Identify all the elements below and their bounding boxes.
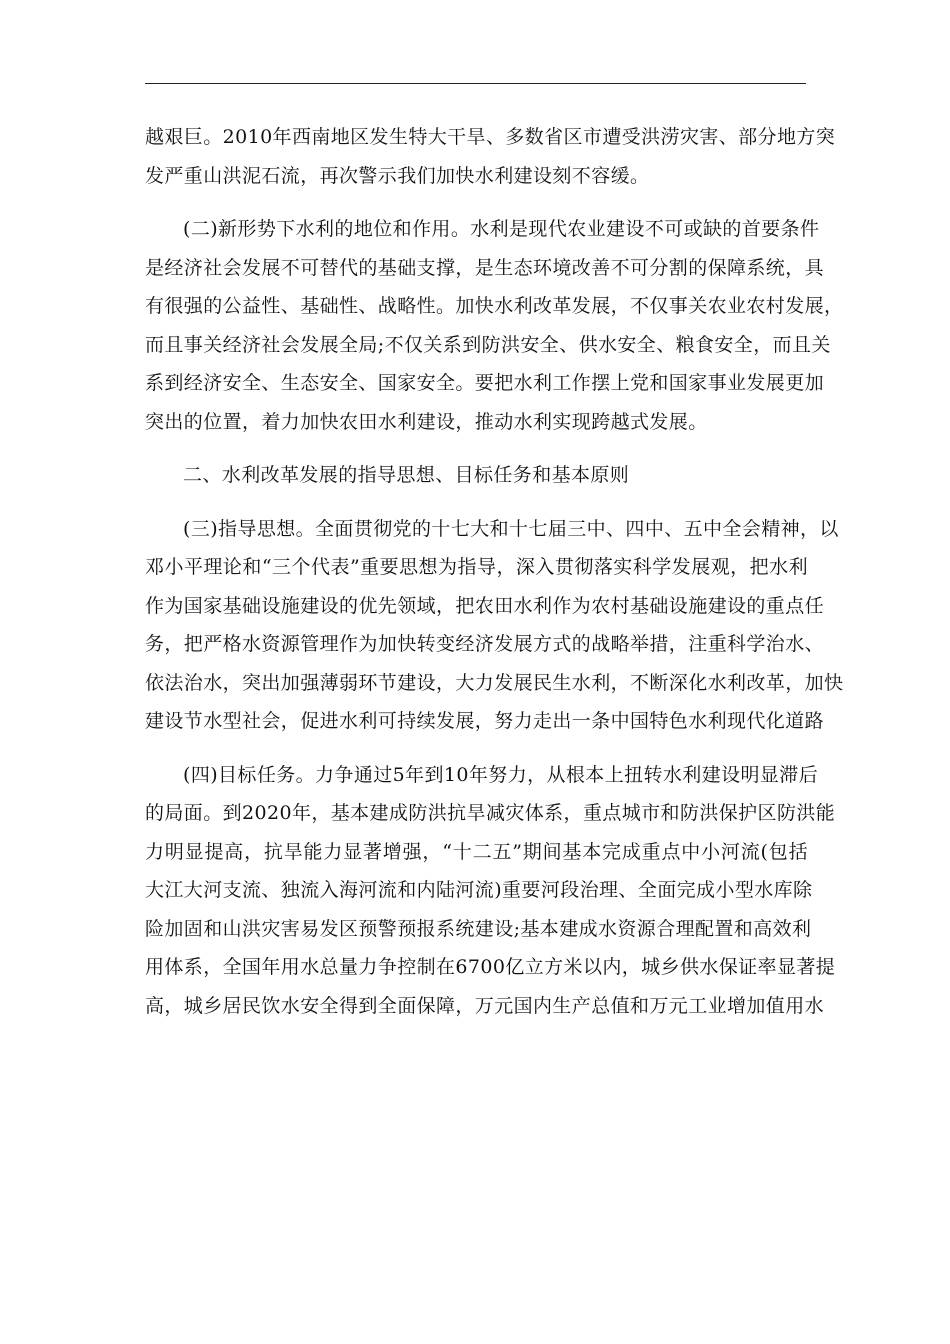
- text-line: 系到经济安全、生态安全、国家安全。要把水利工作摆上党和国家事业发展更加: [145, 372, 825, 394]
- text-line: 突出的位置，着力加快农田水利建设，推动水利实现跨越式发展。: [145, 410, 708, 433]
- paragraph-2: [145, 210, 844, 441]
- text-line: 力明显提高，抗旱能力显著增强，“十二五”期间基本完成重点中小河流(包括: [145, 840, 808, 863]
- text-line: 发严重山洪泥石流，再次警示我们加快水利建设刻不容缓。: [145, 164, 650, 187]
- section-heading: [145, 456, 808, 495]
- text-line: (二)新形势下水利的地位和作用。水利是现代农业建设不可或缺的首要条件: [183, 218, 820, 240]
- text-line: 的局面。到2020年，基本建成防洪抗旱减灾体系，重点城市和防洪保护区防洪能: [145, 802, 836, 824]
- paragraph-3: [145, 510, 844, 741]
- text-line: (四)目标任务。力争通过5年到10年努力，从根本上扭转水利建设明显滞后: [183, 763, 819, 786]
- paragraph-4: [145, 756, 836, 1026]
- document-body: [145, 118, 844, 1025]
- text-line: 作为国家基础设施建设的优先领域，把农田水利作为农村基础设施建设的重点任: [145, 594, 825, 617]
- heading-line: 二、水利改革发展的指导思想、目标任务和基本原则: [183, 464, 630, 486]
- text-line: 大江大河支流、独流入海河流和内陆河流)重要河段治理、全面完成小型水库除: [145, 879, 813, 901]
- text-line: 务，把严格水资源管理作为加快转变经济发展方式的战略举措，注重科学治水、: [145, 633, 825, 655]
- text-line: 依法治水，突出加强薄弱环节建设，大力发展民生水利，不断深化水利改革，加快: [145, 671, 844, 694]
- text-line: (三)指导思想。全面贯彻党的十七大和十七届三中、四中、五中全会精神，以: [183, 517, 839, 540]
- text-line: 邓小平理论和“三个代表”重要思想为指导，深入贯彻落实科学发展观，把水利: [145, 556, 808, 578]
- text-line: 建设节水型社会，促进水利可持续发展，努力走出一条中国特色水利现代化道路: [145, 710, 825, 732]
- text-line: 用体系，全国年用水总量力争控制在6700亿立方米以内，城乡供水保证率显著提: [145, 956, 836, 978]
- text-line: 是经济社会发展不可替代的基础支撑，是生态环境改善不可分割的保障系统，具: [145, 256, 825, 279]
- text-line: 越艰巨。2010年西南地区发生特大干旱、多数省区市遭受洪涝灾害、部分地方突: [145, 126, 836, 148]
- text-line: 而且事关经济社会发展全局;不仅关系到防洪安全、供水安全、粮食安全，而且关: [145, 333, 831, 356]
- header-rule: [145, 83, 806, 84]
- text-line: 险加固和山洪灾害易发区预警预报系统建设;基本建成水资源合理配置和高效利: [145, 917, 812, 940]
- paragraph-1: [145, 118, 836, 195]
- text-line: 有很强的公益性、基础性、战略性。加快水利改革发展，不仅事关农业农村发展，: [145, 295, 844, 317]
- text-line: 高，城乡居民饮水安全得到全面保障，万元国内生产总值和万元工业增加值用水: [145, 994, 825, 1017]
